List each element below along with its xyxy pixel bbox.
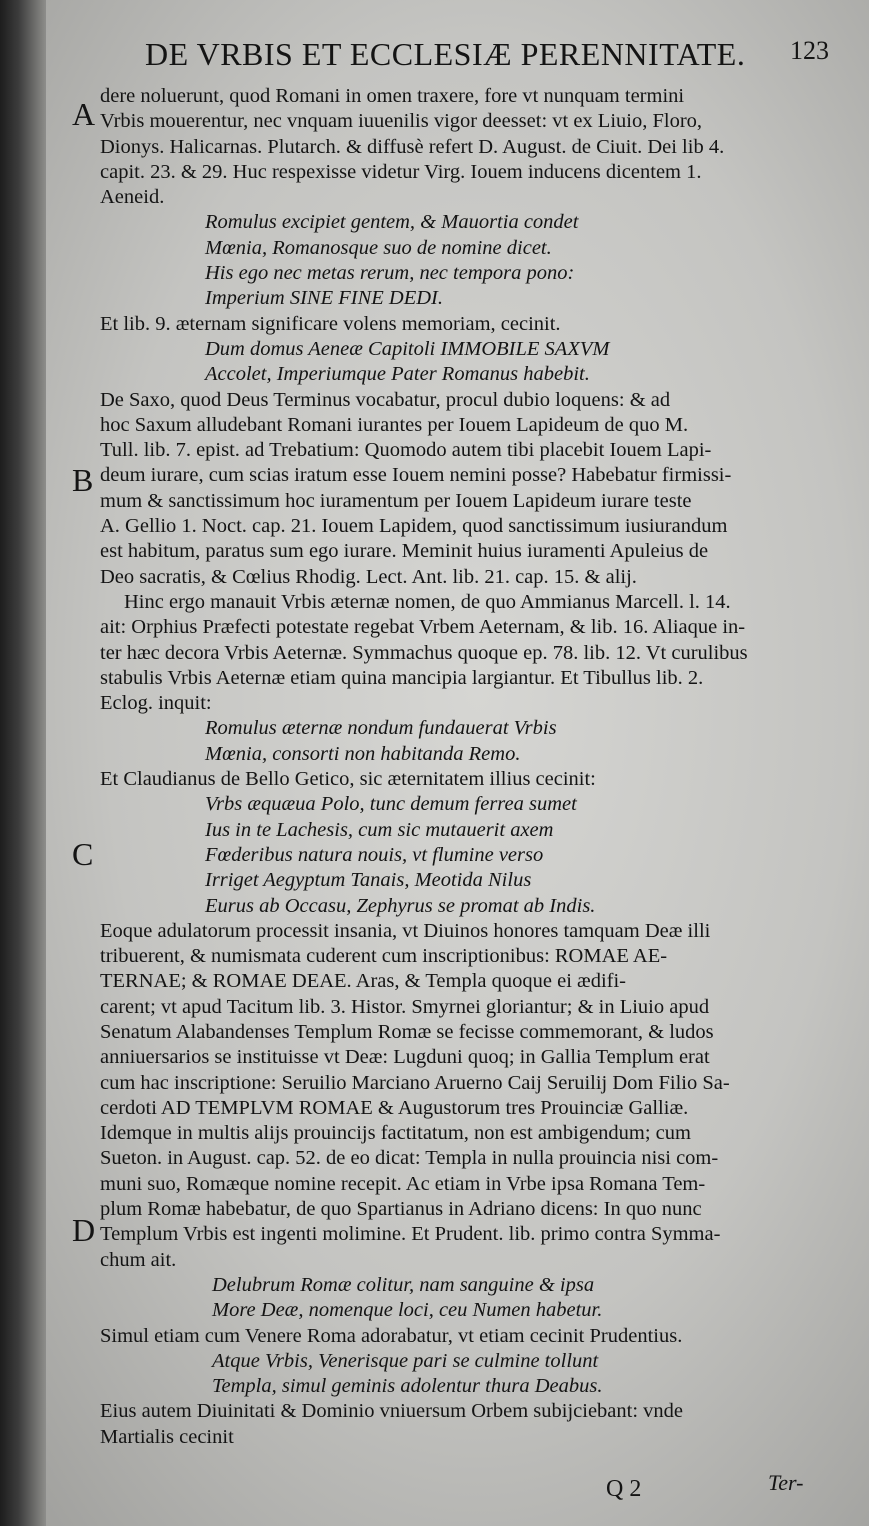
verse-line: Vrbs æquæua Polo, tunc demum ferrea sumet [205,793,577,816]
text-line: cum hac inscriptione: Seruilio Marciano Aruerno Caij Seruilij Dom Filio Sa- [100,1071,730,1094]
body-text [100,84,828,1450]
verse-line: Dum domus Aeneæ Capitoli IMMOBILE SAXVM [205,337,610,360]
text-line: carent; vt apud Tacitum lib. 3. Histor. Smyrnei gloriantur; & in Liuio apud [100,995,710,1018]
verse-line: Eurus ab Occasu, Zephyrus se promat ab Indis. [205,894,596,917]
verse-line: Accolet, Imperiumque Pater Romanus habebit. [205,363,590,386]
book-gutter-shadow [0,0,46,1526]
verse-line: Romulus æternæ nondum fundauerat Vrbis [205,717,557,740]
signature-mark: Q 2 [606,1476,642,1502]
text-line: Senatum Alabandenses Templum Romæ se fecisse commemorant, & ludos [100,1020,714,1043]
text-line: Eclog. inquit: [100,692,212,715]
running-title: DE VRBIS ET ECCLESIÆ PERENNITATE. [145,36,746,72]
text-line: tribuerent, & numismata cuderent cum inscriptionibus: ROMAE AE- [100,945,668,968]
text-line: Hinc ergo manauit Vrbis æternæ nomen, de quo Ammianus Marcell. l. 14. [124,590,731,613]
catchword: Ter- [768,1470,804,1495]
verse-line: Atque Vrbis, Venerisque pari se culmine tollunt [212,1349,599,1372]
text-line: Deo sacratis, & Cœlius Rhodig. Lect. Ant. lib. 21. cap. 15. & alij. [100,565,637,588]
margin-letter-c: C [72,836,94,872]
text-line: chum ait. [100,1248,177,1271]
text-line: Dionys. Halicarnas. Plutarch. & diffusè refert D. August. de Ciuit. Dei lib 4. [100,135,725,158]
text-line: hoc Saxum alludebant Romani iurantes per Iouem Lapideum de quo M. [100,413,689,436]
text-line: Eoque adulatorum processit insania, vt Diuinos honores tamquam Deæ illi [100,919,711,942]
text-line: mum & sanctissimum hoc iuramentum per Iouem Lapideum iurare teste [100,489,692,512]
text-line: TERNAE; & ROMAE DEAE. Aras, & Templa quoque ei ædifi- [100,970,626,993]
text-line: anniuersarios se instituisse vt Deæ: Lugduni quoq; in Gallia Templum erat [100,1046,710,1069]
text-line: Tull. lib. 7. epist. ad Trebatium: Quomodo autem tibi placebit Iouem Lapi- [100,439,712,462]
verse-line: Irriget Aegyptum Tanais, Meotida Nilus [205,869,532,892]
text-line: Et Claudianus de Bello Getico, sic æternitatem illius cecinit: [100,768,596,791]
text-line: De Saxo, quod Deus Terminus vocabatur, procul dubio loquens: & ad [100,388,671,411]
text-line: Templum Vrbis est ingenti molimine. Et Prudent. lib. primo contra Symma- [100,1223,721,1246]
margin-letter-d: D [72,1212,96,1248]
text-line: ait: Orphius Præfecti potestate regebat Vrbem Aeternam, & lib. 16. Aliaque in- [100,616,746,639]
verse-line: Mœnia, Romanosque suo de nomine dicet. [205,236,552,259]
verse-line: Ius in te Lachesis, cum sic mutauerit axem [205,818,554,841]
text-line: capit. 23. & 29. Huc respexisse videtur Virg. Iouem inducens dicentem 1. [100,160,702,183]
text-line: muni suo, Romæque nomine recepit. Ac etiam in Vrbe ipsa Romana Tem- [100,1172,706,1195]
text-line: Idemque in multis alijs prouincijs factitatum, non est ambigendum; cum [100,1122,691,1145]
page-header [145,36,829,76]
text-line: plum Romæ habebatur, de quo Spartianus in Adriano dicens: In quo nunc [100,1198,702,1221]
text-line: ter hæc decora Vrbis Aeternæ. Symmachus quoque ep. 78. lib. 12. Vt curulibus [100,641,748,664]
text-line: Vrbis mouerentur, nec vnquam iuuenilis vigor deesset: vt ex Liuio, Floro, [100,110,703,133]
text-line: dere noluerunt, quod Romani in omen traxere, fore vt nunquam termini [100,85,685,107]
text-line: deum iurare, cum scias iratum esse Iouem nemini posse? Habebatur firmissi- [100,464,732,487]
text-line: Et lib. 9. æternam significare volens memoriam, cecinit. [100,312,561,335]
margin-letter-a: A [72,96,96,132]
verse-line: Delubrum Romæ colitur, nam sanguine & ipsa [212,1273,595,1296]
margin-letter-b: B [72,462,94,498]
text-line: Sueton. in August. cap. 52. de eo dicat: Templa in nulla prouincia nisi com- [100,1147,719,1170]
text-line: est habitum, paratus sum ego iurare. Meminit huius iuramenti Apuleius de [100,540,709,563]
text-line: Martialis cecinit [100,1425,234,1448]
text-line: Simul etiam cum Venere Roma adorabatur, vt etiam cecinit Prudentius. [100,1324,683,1347]
text-line: A. Gellio 1. Noct. cap. 21. Iouem Lapidem, quod sanctissimum iusiurandum [100,515,728,538]
verse-line: His ego nec metas rerum, nec tempora pono: [205,262,575,285]
text-line: stabulis Vrbis Aeternæ etiam quina mancipia largiantur. Et Tibullus lib. 2. [100,666,704,689]
page-number: 123 [790,36,829,65]
verse-line: Romulus excipiet gentem, & Mauortia condet [205,211,579,234]
verse-line: Imperium SINE FINE DEDI. [205,287,443,310]
verse-line: Fœderibus natura nouis, vt flumine verso [205,843,544,866]
verse-line: More Deæ, nomenque loci, ceu Numen habetur. [212,1299,603,1322]
verse-line: Templa, simul geminis adolentur thura Deabus. [212,1375,603,1398]
text-line: Eius autem Diuinitati & Dominio vniuersum Orbem subijciebant: vnde [100,1400,684,1423]
text-line: cerdoti AD TEMPLVM ROMAE & Augustorum tres Prouinciæ Galliæ. [100,1096,689,1119]
verse-line: Mœnia, consorti non habitanda Remo. [205,742,521,765]
text-line: Aeneid. [100,186,165,209]
